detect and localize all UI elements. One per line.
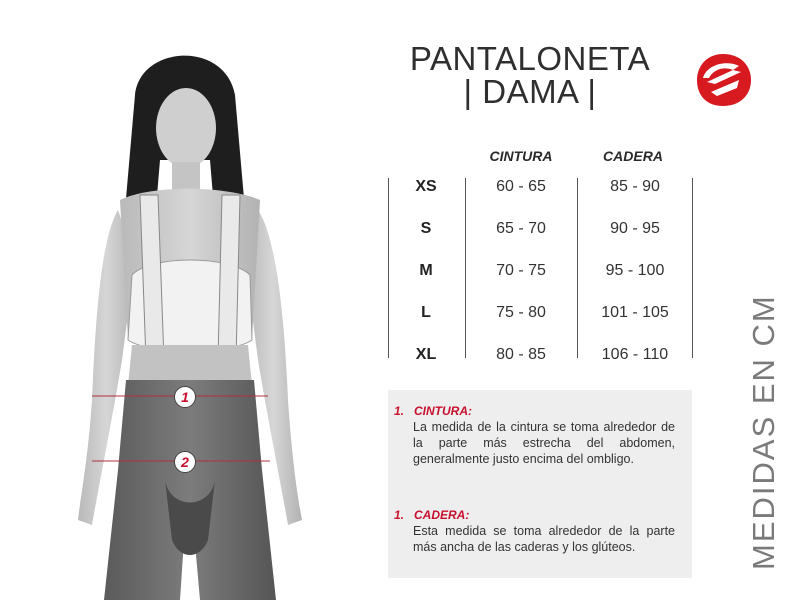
cadera-value: 90 - 95 [610, 220, 660, 237]
note-heading [394, 404, 684, 418]
brand-e-logo-icon [693, 52, 753, 108]
table-header [388, 148, 694, 178]
table-body [388, 178, 694, 390]
note-heading [394, 508, 684, 522]
table-row [388, 262, 694, 304]
cintura-value: 75 - 80 [496, 304, 546, 321]
waist-marker: 1 [174, 386, 196, 408]
note-text: La medida de la cintura se toma alrededor de la parte más estrecha del abdomen, generalmente justo encima del ombligo. [413, 420, 675, 466]
cadera-value: 85 - 90 [610, 178, 660, 195]
size-label: S [420, 220, 432, 237]
size-label: XS [415, 178, 437, 195]
cintura-value: 80 - 85 [496, 346, 546, 363]
hip-marker: 2 [174, 451, 196, 473]
title-line-2: | DAMA | [463, 73, 597, 110]
size-table [388, 148, 694, 390]
note-number: 1. [394, 508, 405, 522]
cadera-value: 95 - 100 [605, 262, 665, 279]
table-row [388, 346, 694, 388]
size-label: L [421, 304, 431, 321]
measurement-notes [388, 390, 692, 578]
cintura-value: 65 - 70 [496, 220, 546, 237]
cadera-value: 106 - 110 [601, 346, 669, 363]
table-row [388, 304, 694, 346]
size-label: M [419, 262, 433, 279]
note-cintura [394, 404, 684, 467]
title-line-1: PANTALONETA [409, 40, 651, 77]
note-number: 1. [394, 404, 405, 418]
header-cadera: CADERA [603, 148, 663, 164]
cadera-value: 101 - 105 [601, 304, 669, 321]
table-row [388, 178, 694, 220]
note-label: CINTURA: [414, 404, 472, 418]
note-text: Esta medida se toma alrededor de la parte más ancha de las caderas y los glúteos. [413, 524, 675, 554]
cintura-value: 60 - 65 [496, 178, 546, 195]
model-photo [40, 40, 340, 600]
page-title [385, 42, 675, 108]
note-cadera [394, 508, 684, 555]
size-label: XL [415, 346, 437, 363]
header-cintura: CINTURA [489, 148, 553, 164]
note-label: CADERA: [414, 508, 470, 522]
table-row [388, 220, 694, 262]
units-caption-text: MEDIDAS EN CM [746, 294, 781, 570]
cintura-value: 70 - 75 [496, 262, 546, 279]
